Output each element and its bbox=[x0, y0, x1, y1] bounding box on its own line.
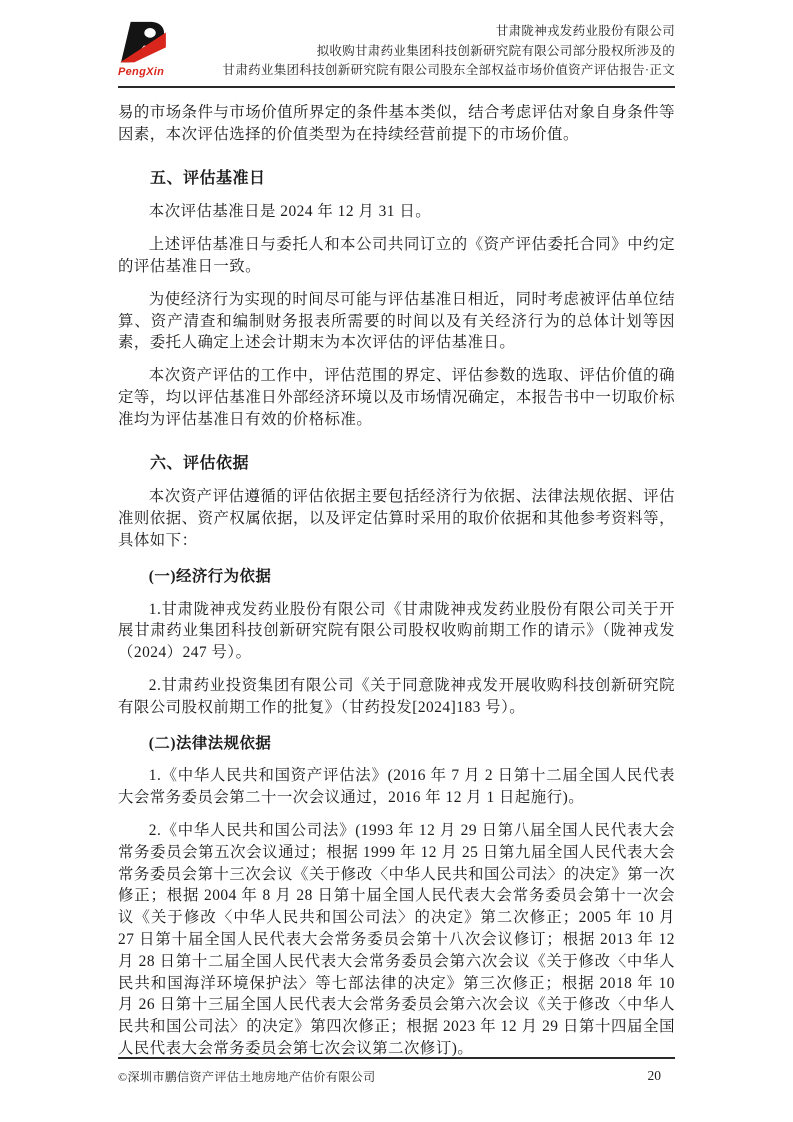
paragraph: 2.甘肃药业投资集团有限公司《关于同意陇神戎发开展收购科技创新研究院有限公司股权前期工作的批复》（甘药投发[2024]183 号）。 bbox=[118, 676, 675, 716]
paragraph: 本次资产评估遵循的评估依据主要包括经济行为依据、法律法规依据、评估准则依据、资产权属依据，以及评定估算时采用的取价依据和其他参考资料等，具体如下： bbox=[118, 488, 675, 549]
header-title-block bbox=[223, 18, 675, 81]
pengxin-logo-text: PengXin bbox=[118, 66, 165, 78]
footer-copyright: ©深圳市鹏信资产评估土地房地产估价有限公司 bbox=[118, 1070, 376, 1084]
page-number: 20 bbox=[647, 1068, 661, 1083]
paragraph: 上述评估基准日与委托人和本公司共同订立的《资产评估委托合同》中约定的评估基准日一致。 bbox=[118, 236, 675, 275]
header-line-company: 甘肃陇神戎发药业股份有限公司 bbox=[495, 24, 675, 38]
paragraph: 本次评估基准日是 2024 年 12 月 31 日。 bbox=[148, 203, 432, 221]
header-line-transaction: 拟收购甘肃药业集团科技创新研究院有限公司部分股权所涉及的 bbox=[316, 43, 675, 58]
pengxin-logo bbox=[118, 18, 178, 78]
pengxin-r-icon bbox=[118, 21, 168, 65]
paragraph: 为使经济行为实现的时间尽可能与评估基准日相近，同时考虑被评估单位结算、资产清查和编制财务报表所需要的时间以及有关经济行为的总体计划等因素，委托人确定上述会计期末为本次评估的评估基准日。 bbox=[118, 290, 675, 352]
subsection-heading-legal-basis: (二)法律法规依据 bbox=[148, 734, 272, 752]
section-heading-5: 五、评估基准日 bbox=[150, 169, 266, 187]
paragraph: 2.《中华人民共和国公司法》(1993 年 12 月 29 日第八届全国人民代表大会常务委员会第五次会议通过；根据 1999 年 12 月 25 日第九届全国人民代表大会常务委员会第十三次会议《关于修改〈中华人民共和国公司法〉的决定》第一次修正；根据 2004 年 8 月 28 日第十届全国人民代表大会常务委员会第十一次会议《关于修改〈中华人民共和国公司法〉的决定》第二次修正；2005 年 10 月 27 日第十届全国人民代表大会常务委员会第十八次会议修订；根据 2013 年 12 月 28 日第十二届全国人民代表大会常务委员会第六次会议《关于修改〈中华人民共和国海洋环境保护法〉等七部法律的决定》第三次修正；根据 2018 年 10 月 26 日第十三届全国人民代表大会常务委员会第六次会议《关于修改〈中华人民共和国公司法〉的决定》第四次修正；根据 2023 年 12 月 29 日第十四届全国人民代表大会常务委员会第七次会议第二次修订)。 bbox=[118, 821, 675, 1057]
section-heading-6: 六、评估依据 bbox=[150, 454, 250, 472]
page-footer bbox=[118, 1057, 675, 1085]
paragraph: 1.《中华人民共和国资产评估法》(2016 年 7 月 2 日第十二届全国人民代表大会常务委员会第二十一次会议通过，2016 年 12 月 1 日起施行)。 bbox=[118, 767, 675, 807]
page-header bbox=[118, 18, 675, 88]
document-body bbox=[118, 88, 675, 1071]
paragraph-continuation: 易的市场条件与市场价值所界定的条件基本类似，结合考虑评估对象自身条件等因素，本次评估选择的价值类型为在持续经营前提下的市场价值。 bbox=[118, 104, 675, 143]
header-line-report-title: 甘肃药业集团科技创新研究院有限公司股东全部权益市场价值资产评估报告·正文 bbox=[222, 63, 675, 77]
paragraph: 1.甘肃陇神戎发药业股份有限公司《甘肃陇神戎发药业股份有限公司关于开展甘肃药业集团科技创新研究院有限公司股权收购前期工作的请示》（陇神戎发（2024）247 号）。 bbox=[118, 600, 675, 662]
paragraph: 本次资产评估的工作中，评估范围的界定、评估参数的选取、评估价值的确定等，均以评估基准日外部经济环境以及市场情况确定，本报告书中一切取价标准均为评估基准日有效的价格标准。 bbox=[118, 367, 675, 428]
subsection-heading-economic-basis: (一)经济行为依据 bbox=[148, 567, 272, 585]
